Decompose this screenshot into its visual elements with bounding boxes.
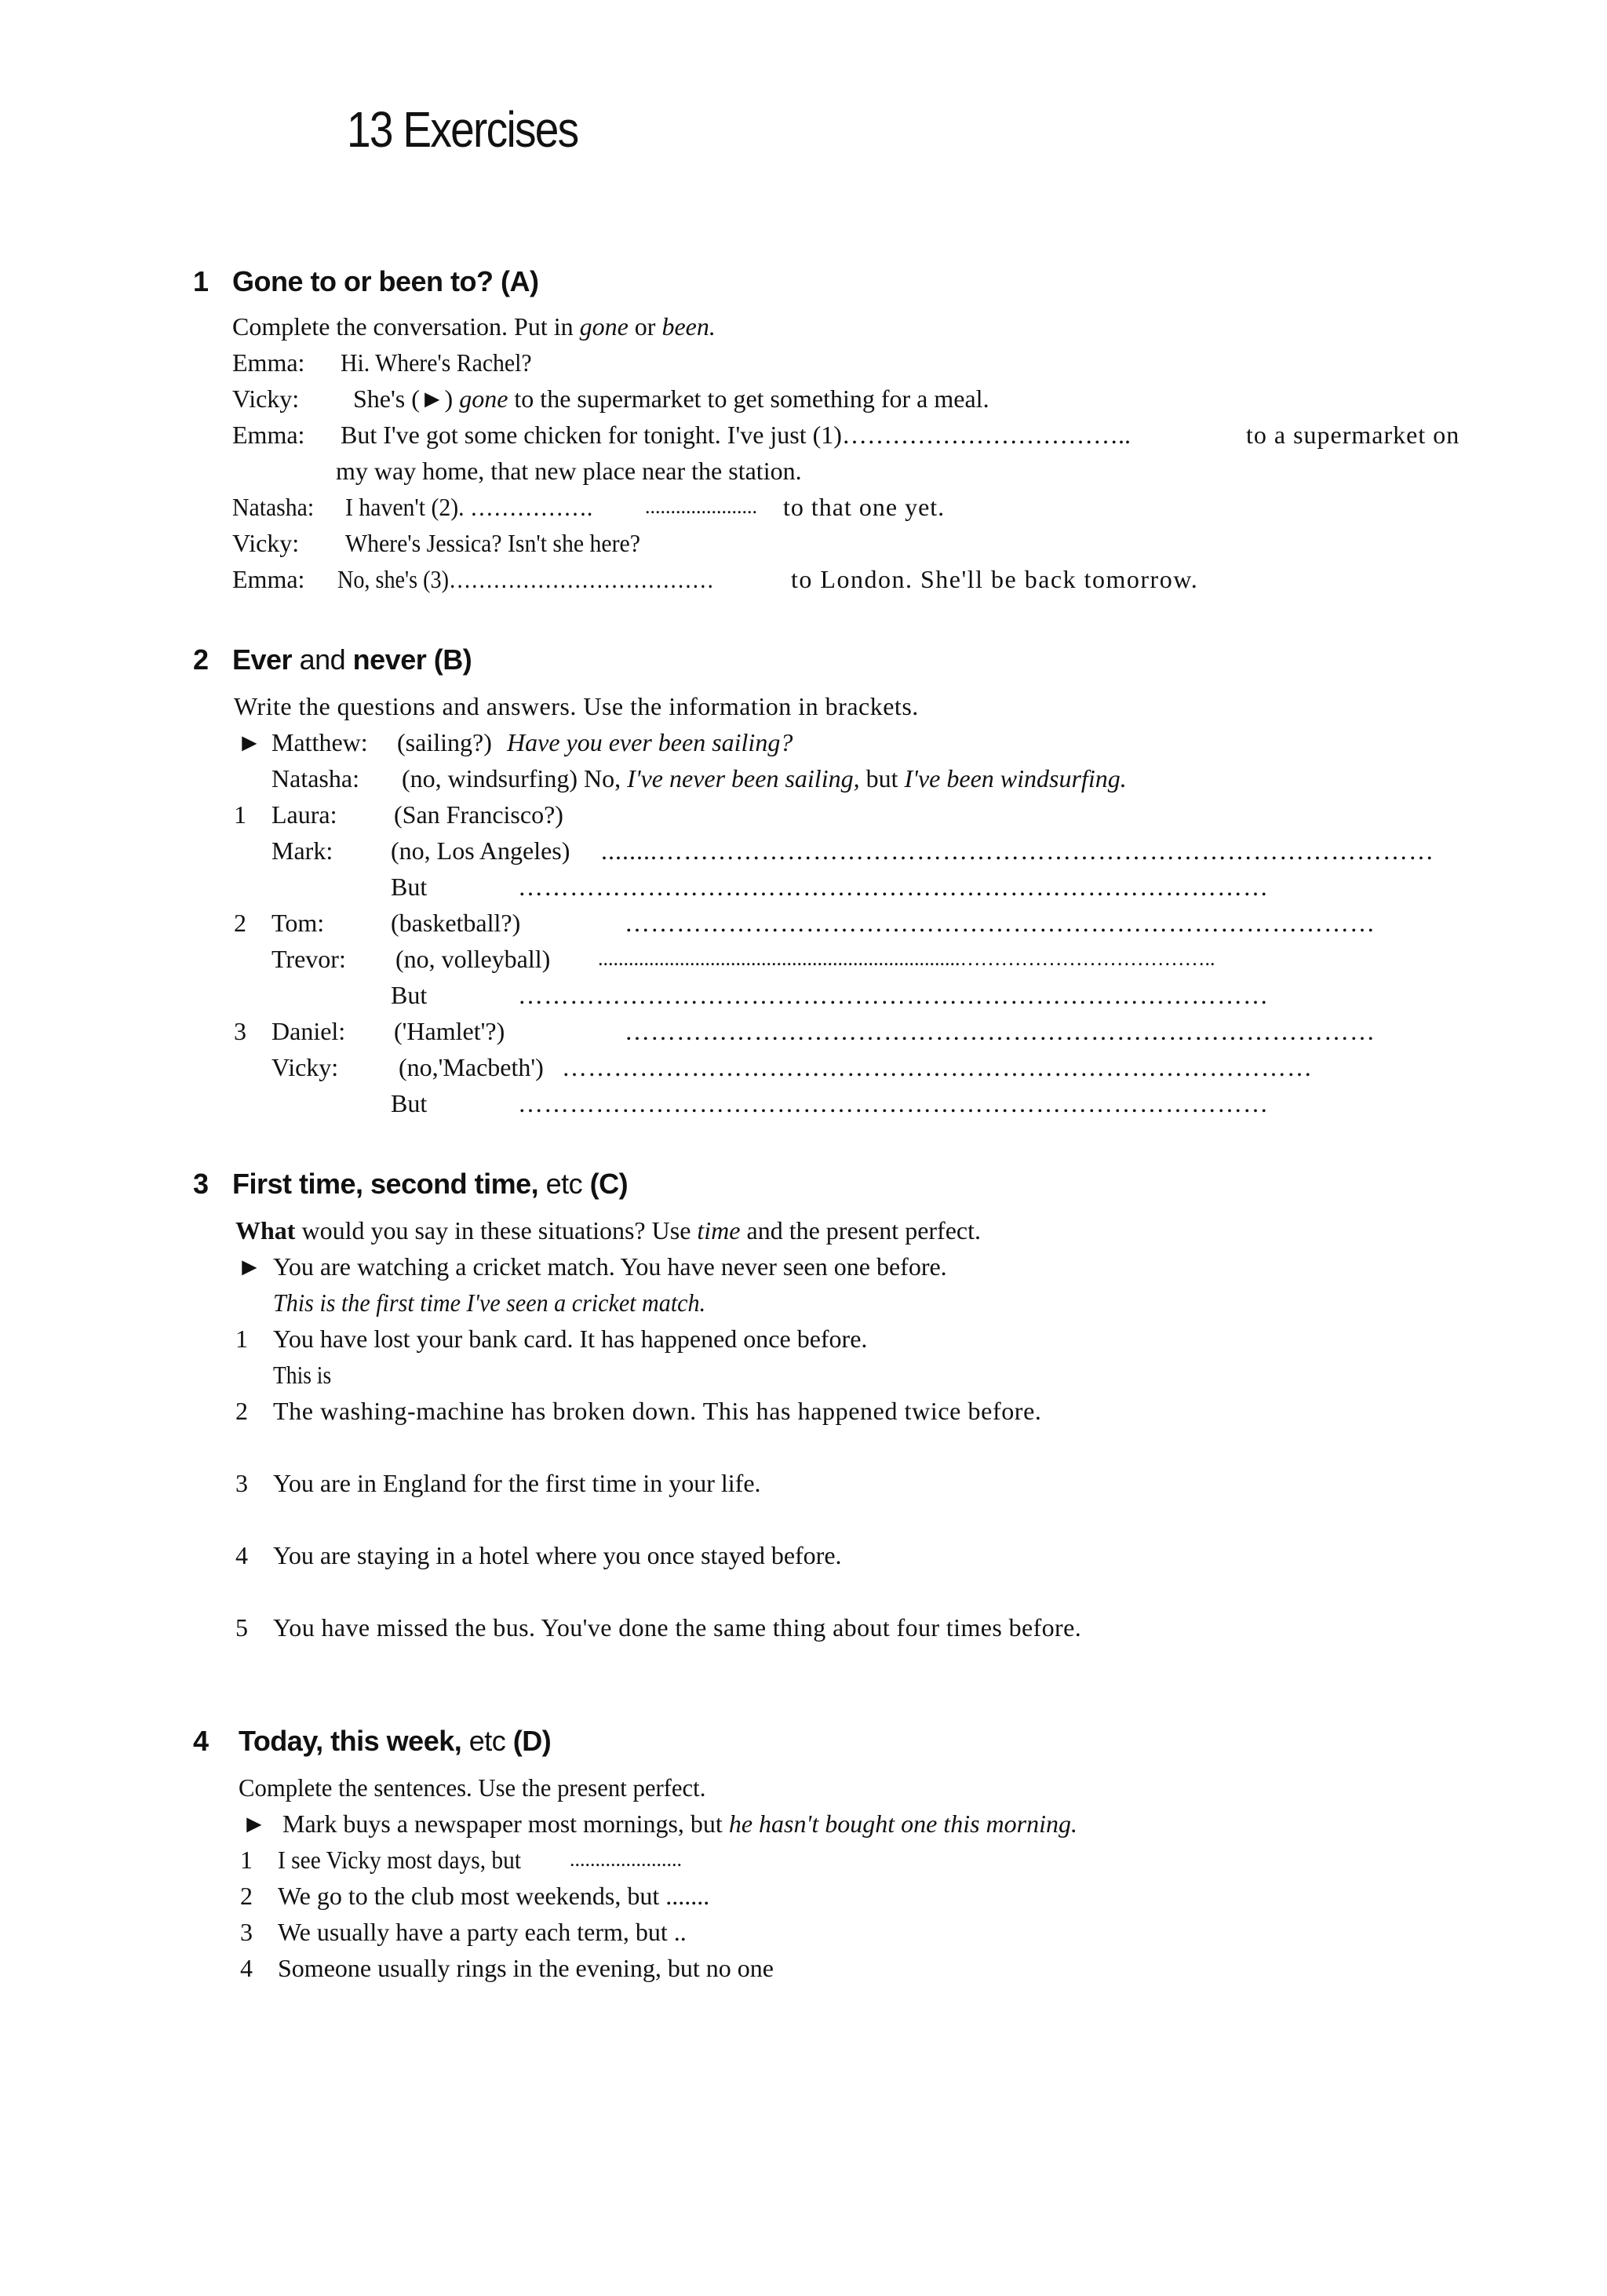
example-answer-line: (no, windsurfing) No, I've never been sailing, but I've been windsurfing.: [402, 764, 1127, 793]
section-3-instructions: What would you say in these situations? Use time and the present perfect.: [235, 1216, 981, 1245]
item-number: 2: [235, 1397, 248, 1425]
section-2-instructions: Write the questions and answers. Use the information in brackets.: [234, 692, 919, 720]
sentence-text: I see Vicky most days, but: [278, 1846, 522, 1874]
dialogue-speaker: Daniel:: [271, 1017, 346, 1045]
dialogue-line-end: to London. She'll be back tomorrow.: [791, 565, 1199, 593]
sentence-text: Someone usually rings in the evening, but no one: [278, 1954, 774, 1982]
item-number: 3: [234, 1017, 246, 1045]
dialogue-line: But I've got some chicken for tonight. I've just (1)……………………………..: [341, 421, 1131, 449]
dialogue-line-end: to that one yet.: [783, 493, 946, 521]
dialogue-speaker: Vicky:: [232, 384, 300, 413]
answer-dots: ......................: [645, 495, 757, 518]
hint-text: (no,'Macbeth'): [399, 1053, 544, 1081]
answer-dots: ……………………………………………………………………………: [518, 981, 1269, 1009]
item-number: 1: [234, 800, 246, 829]
dialogue-speaker: Natasha:: [271, 764, 359, 793]
dialogue-speaker: Natasha:: [232, 493, 315, 521]
but-label: But: [391, 873, 428, 901]
situation-text: You are in England for the first time in your life.: [273, 1469, 761, 1497]
example-answer: Have you ever been sailing?: [507, 728, 793, 756]
dialogue-speaker: Trevor:: [271, 945, 346, 973]
example-answer: This is the first time I've seen a cricket match.: [273, 1288, 706, 1317]
section-1-instructions: Complete the conversation. Put in gone or been.: [232, 312, 716, 341]
item-number: 1: [240, 1846, 253, 1874]
item-number: 3: [235, 1469, 248, 1497]
example-situation: You are watching a cricket match. You have never seen one before.: [273, 1252, 947, 1281]
sentence-text: We usually have a party each term, but ..: [278, 1918, 687, 1946]
situation-text: You are staying in a hotel where you once stayed before.: [273, 1541, 842, 1569]
answer-dots: ……………………………………………………………………………: [625, 909, 1376, 937]
item-number: 2: [240, 1882, 253, 1910]
answer-dots: ……………………………………………………………………………: [518, 873, 1269, 901]
page-title: 13 Exercises: [347, 101, 578, 158]
example-marker: ►: [242, 1809, 267, 1838]
hint-text: ('Hamlet'?): [394, 1017, 505, 1045]
answer-dots: ........………………………………………………………………………………: [601, 836, 1434, 865]
example-sentence: Mark buys a newspaper most mornings, but he hasn't bought one this morning.: [282, 1809, 1077, 1838]
section-4-instructions: Complete the sentences. Use the present perfect.: [239, 1773, 706, 1802]
answer-start: This is: [273, 1361, 332, 1389]
dialogue-speaker: Matthew:: [271, 728, 368, 756]
hint-text: (San Francisco?): [394, 800, 563, 829]
item-number: 4: [240, 1954, 253, 1982]
dialogue-speaker: Emma:: [232, 421, 305, 449]
answer-dots: ……………………………………………………………………………: [625, 1017, 1376, 1045]
item-number: 4: [235, 1541, 248, 1569]
answer-dots: ……………………………………………………………………………: [562, 1053, 1313, 1081]
section-1-heading: 1 Gone to or been to? (A): [193, 265, 539, 297]
dialogue-speaker: Vicky:: [232, 529, 300, 557]
dialogue-line-end: to a supermarket on: [1246, 421, 1460, 449]
situation-text: You have lost your bank card. It has happened once before.: [273, 1325, 868, 1353]
answer-dots: ......................: [570, 1848, 682, 1871]
sentence-text: We go to the club most weekends, but .......: [278, 1882, 710, 1910]
hint-text: (no, volleyball): [395, 945, 551, 973]
hint-text: (basketball?): [391, 909, 521, 937]
dialogue-line: She's (►) gone to the supermarket to get something for a meal.: [353, 384, 989, 413]
dialogue-line-continued: my way home, that new place near the station.: [336, 457, 802, 485]
section-2-heading: 2 Ever and never (B): [193, 643, 472, 676]
dialogue-speaker: Emma:: [232, 565, 305, 593]
dialogue-line: Where's Jessica? Isn't she here?: [345, 529, 640, 557]
but-label: But: [391, 1089, 428, 1117]
dialogue-speaker: Tom:: [271, 909, 325, 937]
item-number: 5: [235, 1613, 248, 1642]
section-4-heading: 4 Today, this week, etc (D): [193, 1725, 552, 1757]
dialogue-speaker: Laura:: [271, 800, 337, 829]
dialogue-line: I haven't (2). …………….: [345, 493, 593, 521]
example-marker: ►: [237, 1252, 262, 1281]
but-label: But: [391, 981, 428, 1009]
item-number: 2: [234, 909, 246, 937]
example-marker: ►: [237, 728, 262, 756]
situation-text: You have missed the bus. You've done the same thing about four times before.: [273, 1613, 1082, 1642]
hint-text: (sailing?): [397, 728, 492, 756]
dialogue-speaker: Mark:: [271, 836, 333, 865]
answer-dots: .......................................................................………………………………..: [598, 947, 1215, 970]
answer-dots: ……………………………………………………………………………: [518, 1089, 1269, 1117]
item-number: 1: [235, 1325, 248, 1353]
item-number: 3: [240, 1918, 253, 1946]
dialogue-speaker: Emma:: [232, 348, 305, 377]
hint-text: (no, Los Angeles): [391, 836, 570, 865]
dialogue-speaker: Vicky:: [271, 1053, 339, 1081]
dialogue-line: No, she's (3)………………………………: [337, 565, 714, 593]
situation-text: The washing-machine has broken down. This has happened twice before.: [273, 1397, 1042, 1425]
dialogue-line: Hi. Where's Rachel?: [341, 348, 532, 377]
section-3-heading: 3 First time, second time, etc (C): [193, 1168, 629, 1200]
